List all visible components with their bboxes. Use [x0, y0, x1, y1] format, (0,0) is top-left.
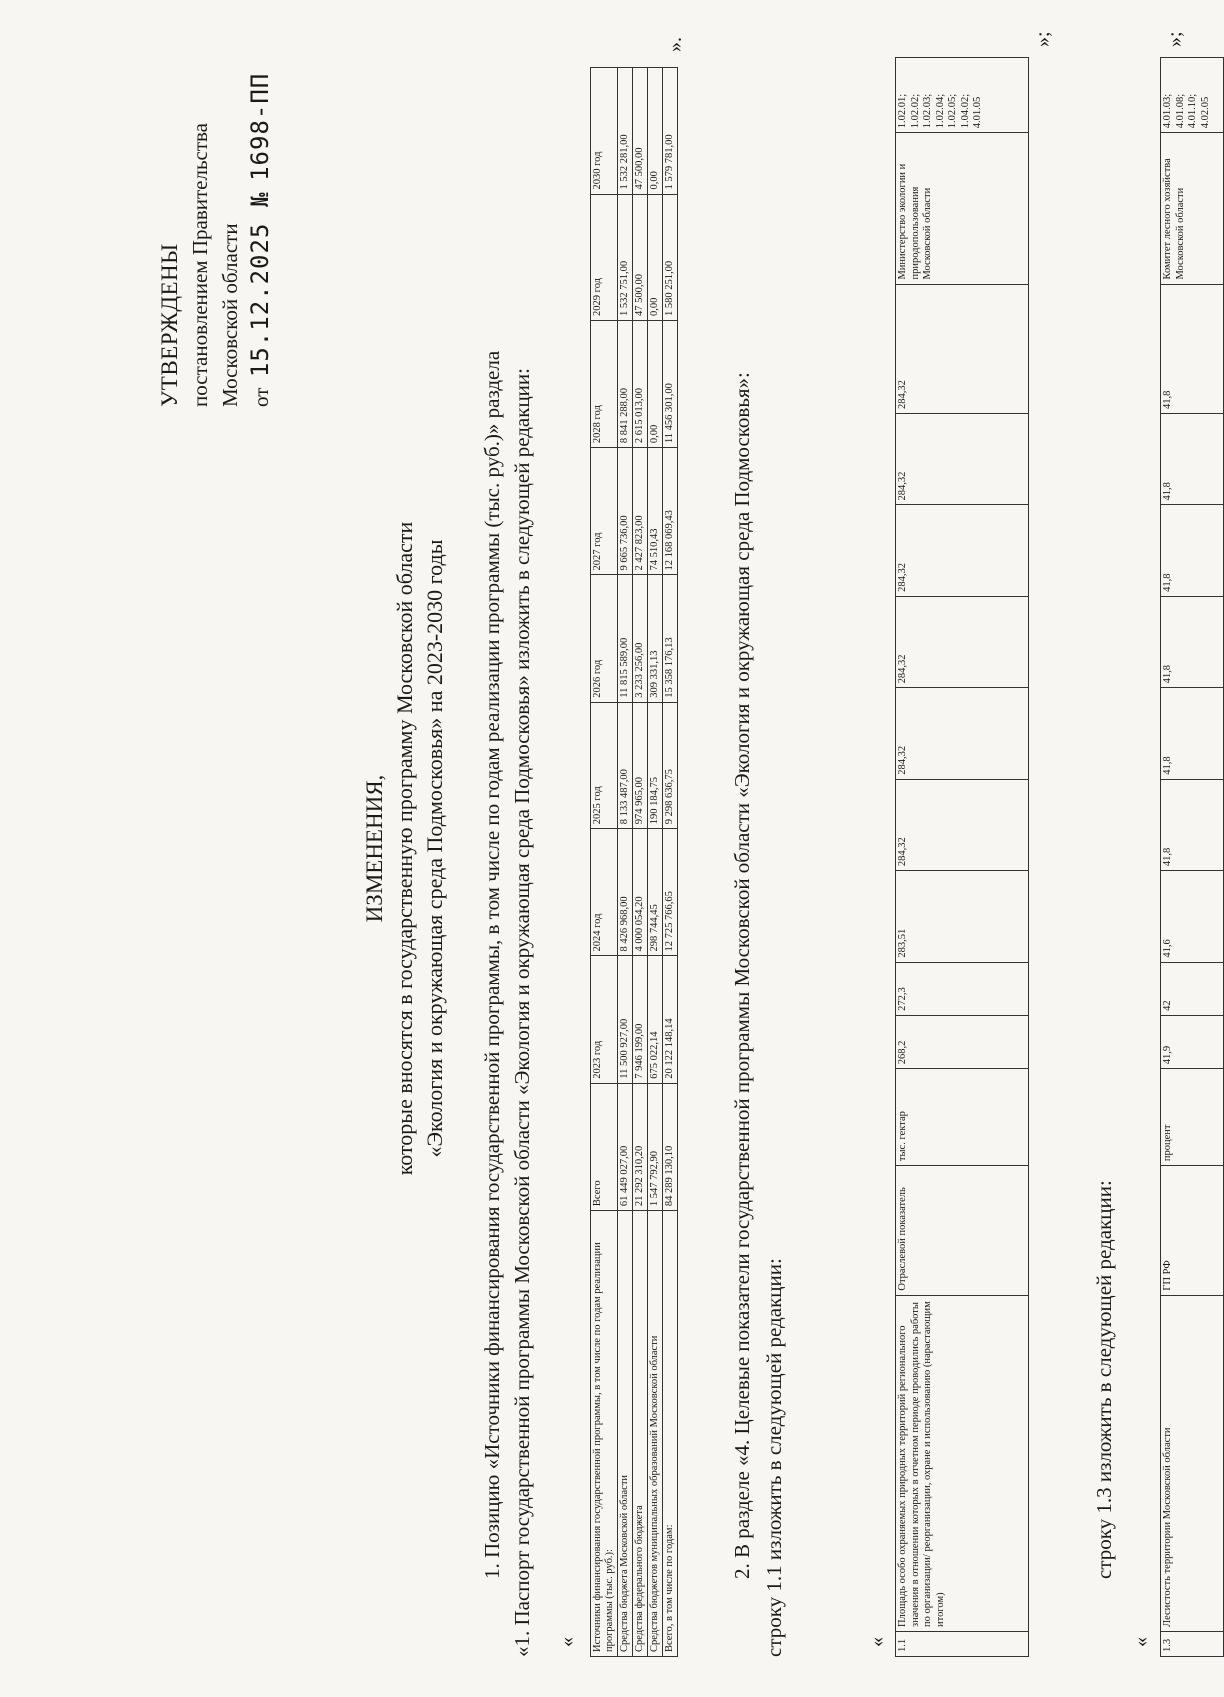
table-header-cell: 2029 год [591, 194, 618, 320]
table-cell: 284,32 [896, 688, 1029, 779]
table-cell: Лесистость территории Московской области [1161, 1295, 1224, 1631]
section2-line2: строку 1.1 изложить в следующей редакции: [762, 1258, 786, 1657]
table-cell: 84 289 130,10 [663, 1083, 678, 1210]
section2-line1: 2. В разделе «4. Целевые показатели государственной программы Московской области «Экология и окружающая среда Подмосковья»: [730, 372, 754, 1579]
document-title [360, 0, 450, 1697]
table-cell: 12 168 069,43 [663, 448, 678, 575]
row11-open-quote: « [866, 1637, 888, 1647]
table-cell: 15 358 176,13 [663, 575, 678, 702]
table-header-cell: 2025 год [591, 702, 618, 828]
table-cell: 190 184,75 [648, 702, 663, 828]
table-cell: Площадь особо охраняемых природных территорий регионального значения в отношении которых в отчетном периоде проводились работы по организации/ реорганизации, охране и использованию (нарастающим итогом) [896, 1295, 1029, 1631]
table-cell: 4 000 054,20 [633, 829, 648, 956]
table-row [648, 68, 663, 1657]
table-cell: 284,32 [896, 505, 1029, 596]
table-cell: 1 532 281,00 [618, 68, 633, 195]
table-cell: Всего, в том числе по годам: [663, 1211, 678, 1657]
table-cell: 8 426 968,00 [618, 829, 633, 956]
table-cell: 41,8 [1161, 414, 1224, 505]
table-cell: 11 500 927,00 [618, 956, 633, 1083]
table-header-cell: 2028 год [591, 320, 618, 447]
table-header-cell: 2024 год [591, 829, 618, 956]
table-cell: 2 615 013,00 [633, 320, 648, 447]
section2-line3: строку 1.3 изложить в следующей редакции: [1092, 1180, 1116, 1579]
table-cell: 47 500,00 [633, 194, 648, 320]
table-cell: 42 [1161, 962, 1224, 1015]
table-cell: 284,32 [896, 779, 1029, 870]
table-cell: 268,2 [896, 1015, 1029, 1068]
table-cell: 41,8 [1161, 505, 1224, 596]
approved-by: постановлением Правительства [188, 122, 212, 407]
indicator-table-row-1-1 [895, 57, 1029, 1657]
table-cell: процент [1161, 1069, 1224, 1166]
table-cell: 1.02.01; 1.02.02; 1.02.03; 1.02.04; 1.02.05; 1.04.02; 4.01.05 [896, 58, 1029, 133]
approved-region: Московской области [218, 223, 242, 407]
table-row [633, 68, 648, 1657]
table-cell: 3 233 256,00 [633, 575, 648, 702]
table-cell: 284,32 [896, 414, 1029, 505]
table-header-cell: 2026 год [591, 575, 618, 702]
table-header-cell: Всего [591, 1083, 618, 1210]
table-cell: Комитет лесного хозяйства Московской области [1161, 133, 1224, 284]
table-cell: 284,32 [896, 284, 1029, 414]
indicator-table-row-1-3 [1160, 57, 1224, 1657]
table-cell: ГП РФ [1161, 1166, 1224, 1296]
table-cell: 1.1 [896, 1631, 1029, 1656]
row13-close-quote: »; [1164, 31, 1186, 47]
table-row [663, 68, 678, 1657]
table-cell: 8 133 487,00 [618, 702, 633, 828]
row11-close-quote: »; [1032, 31, 1054, 47]
table-header-cell: Источники финансирования государственной программы, в том числе по годам реализации программы (тыс. руб.): [591, 1211, 618, 1657]
table-cell: 309 331,13 [648, 575, 663, 702]
section1-close-quote: ». [664, 37, 686, 52]
table-cell: 7 946 199,00 [633, 956, 648, 1083]
financing-table-body [591, 68, 678, 1657]
table-cell: 9 298 636,75 [663, 702, 678, 828]
table-cell: 2 427 823,00 [633, 448, 648, 575]
table-cell: 8 841 288,00 [618, 320, 633, 447]
table-cell: 1.3 [1161, 1631, 1224, 1656]
table-header-cell: 2027 год [591, 448, 618, 575]
number-sign: № [246, 191, 274, 207]
table-cell: 11 815 589,00 [618, 575, 633, 702]
table-cell: 284,32 [896, 596, 1029, 687]
table-cell: 20 122 148,14 [663, 956, 678, 1083]
table-cell: 1 580 251,00 [663, 194, 678, 320]
table-cell: 61 449 027,00 [618, 1083, 633, 1210]
table-cell: 12 725 766,65 [663, 829, 678, 956]
table-row [618, 68, 633, 1657]
table-cell: 11 456 301,00 [663, 320, 678, 447]
table-cell: 4.01.03; 4.01.08; 4.01.10; 4.02.05 [1161, 58, 1224, 133]
table-row [1161, 58, 1224, 1657]
table-cell: 0,00 [648, 320, 663, 447]
table-cell: 9 665 736,00 [618, 448, 633, 575]
table-cell: 0,00 [648, 194, 663, 320]
table-cell: 41,8 [1161, 284, 1224, 414]
table-cell: 21 292 310,20 [633, 1083, 648, 1210]
table-cell: 47 500,00 [633, 68, 648, 195]
table-cell: 41,8 [1161, 688, 1224, 779]
table-cell: 283,51 [896, 871, 1029, 962]
financing-table [590, 67, 678, 1657]
table-cell: Средства бюджетов муниципальных образований Московской области [648, 1211, 663, 1657]
table-cell: тыс. гектар [896, 1069, 1029, 1166]
table-cell: 74 510,43 [648, 448, 663, 575]
table-cell: 675 022,14 [648, 956, 663, 1083]
table-cell: 41,6 [1161, 871, 1224, 962]
section1-line1: 1. Позицию «Источники финансирования государственной программы, в том числе по годам реализации программы (тыс. руб.)» раздела [480, 350, 504, 1579]
table-cell: 41,8 [1161, 596, 1224, 687]
table-cell: 1 547 792,90 [648, 1083, 663, 1210]
title-heading: ИЗМЕНЕНИЯ, [362, 774, 387, 923]
table-row [896, 58, 1029, 1657]
table-cell: 974 965,00 [633, 702, 648, 828]
approval-date: 15.12.2025 [246, 222, 274, 378]
table-cell: 1 579 781,00 [663, 68, 678, 195]
table-cell: 41,9 [1161, 1015, 1224, 1068]
approval-stamp [155, 73, 276, 407]
row13-open-quote: « [1130, 1637, 1152, 1647]
table-cell: 41,8 [1161, 779, 1224, 870]
approved-heading: УТВЕРЖДЕНЫ [157, 243, 182, 407]
table-cell: Средства бюджета Московской области [618, 1211, 633, 1657]
table-header-cell: 2023 год [591, 956, 618, 1083]
approved-date-line [245, 73, 276, 407]
table-cell: Отраслевой показатель [896, 1166, 1029, 1296]
section1-open-quote: « [556, 1637, 578, 1647]
table-header-cell: 2030 год [591, 68, 618, 195]
date-prefix: от [249, 387, 273, 407]
table-cell: 1 532 751,00 [618, 194, 633, 320]
table-cell: 272,3 [896, 962, 1029, 1015]
table-cell: 298 744,45 [648, 829, 663, 956]
approval-number: 1698-ПП [246, 72, 274, 181]
table-header-row [591, 68, 618, 1657]
table-cell: Средства федерального бюджета [633, 1211, 648, 1657]
table-cell: 0,00 [648, 68, 663, 195]
title-line-3: «Экология и окружающая среда Подмосковья» на 2023-2030 годы [422, 539, 447, 1158]
section1-line2: «1. Паспорт государственной программы Московской области «Экология и окружающая среда Подмосковья» изложить в следующей редакции: [510, 368, 534, 1657]
title-line-2: которые вносятся в государственную программу Московской области [392, 521, 417, 1176]
table-cell: Министерство экологии и природопользования Московской области [896, 133, 1029, 284]
